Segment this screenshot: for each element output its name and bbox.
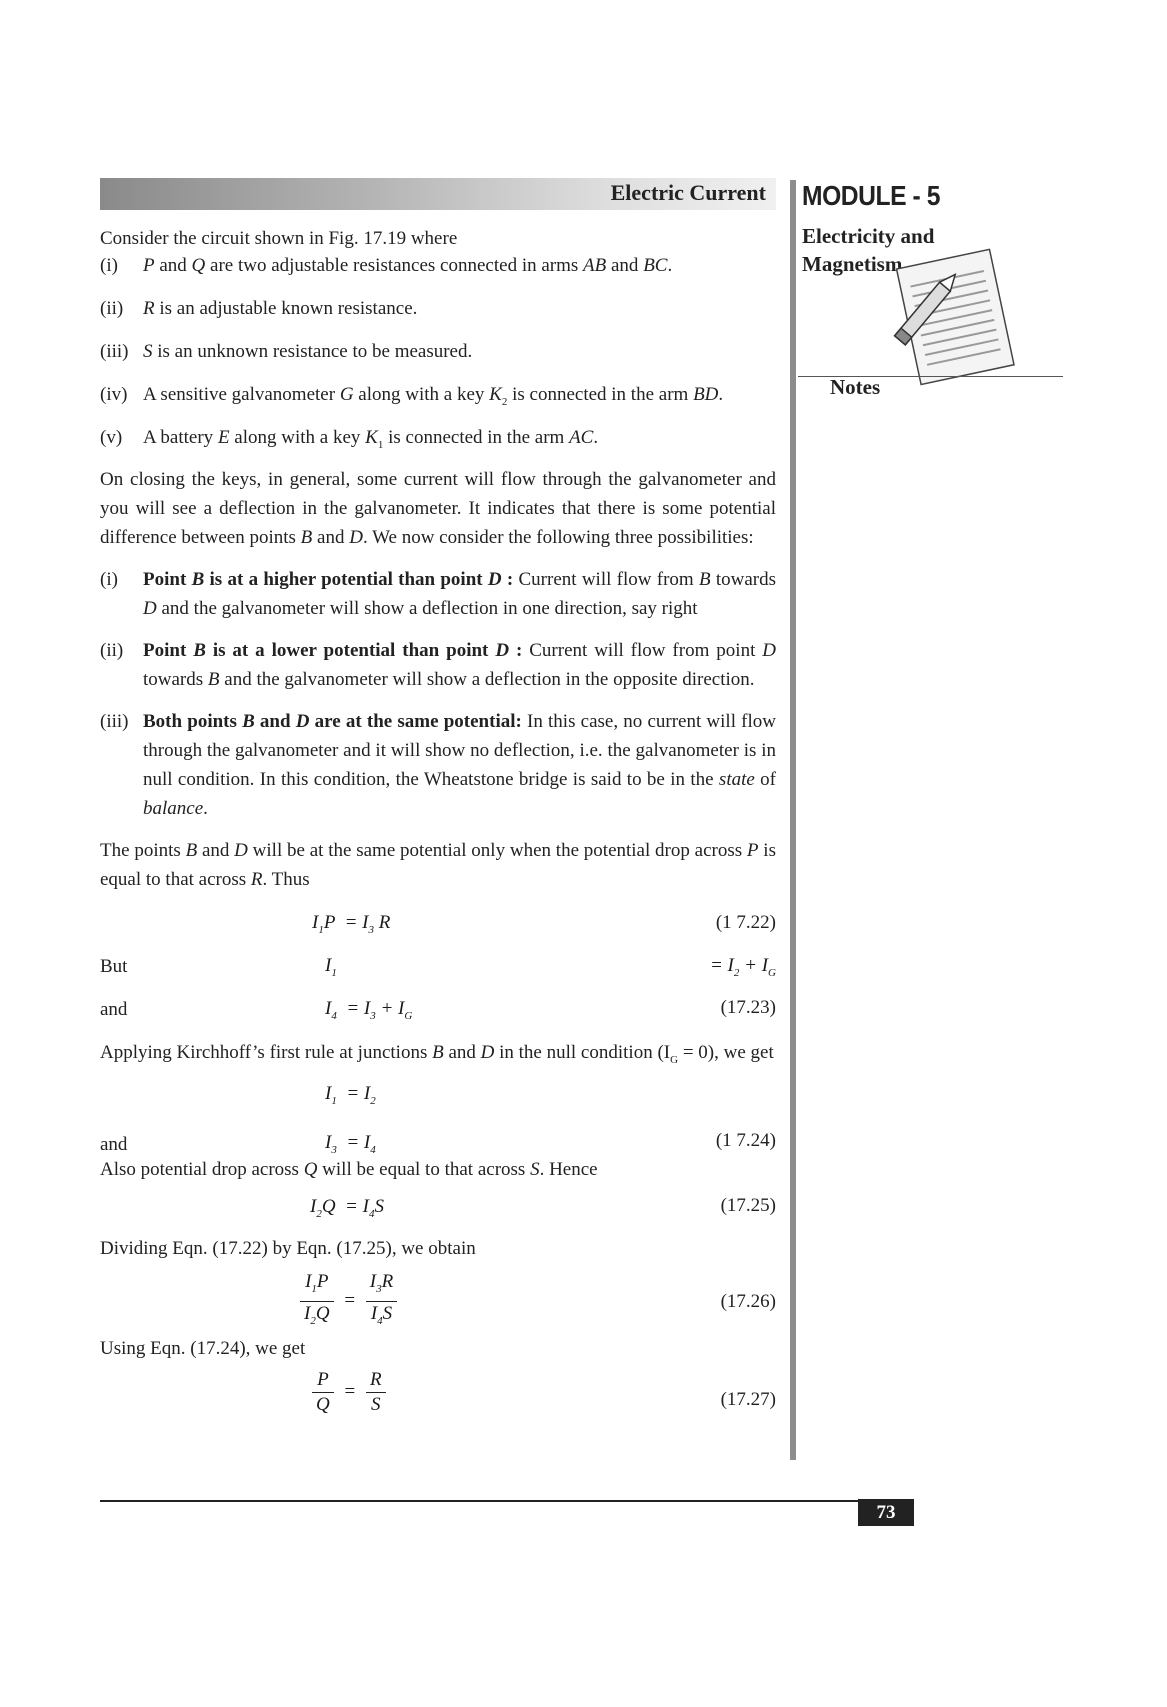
list-text: R is an adjustable known resistance.	[143, 298, 418, 319]
list-item	[100, 423, 776, 460]
list-number: (iv)	[100, 384, 128, 405]
list-number: (ii)	[100, 298, 124, 319]
list-text: P and Q are two adjustable resistances connected in arms AB and BC.	[143, 255, 673, 276]
margin-divider	[790, 180, 796, 1460]
list-text: S is an unknown resistance to be measured.	[143, 341, 473, 362]
paragraph: Using Eqn. (17.24), we get	[100, 1338, 306, 1359]
equation: = $I_2 + I_G$	[709, 955, 776, 979]
paragraph: The points B and D will be at the same potential only when the potential drop across P is equal to that across R. Thus	[100, 840, 776, 890]
footer-rule	[100, 1500, 860, 1502]
label-and: and	[100, 1134, 128, 1155]
fraction: $\frac{R}{S}$	[366, 1368, 386, 1417]
equation: $I_4 = I_3 + I_G$	[325, 998, 413, 1022]
header-bar	[100, 178, 776, 210]
chapter-title: Electric Current	[610, 180, 766, 205]
equation: $I_2Q = I_4S$	[310, 1196, 384, 1220]
list-item	[100, 251, 776, 280]
list-text: A battery E along with a key $K_1$ is connected in the arm AC.	[143, 427, 599, 451]
list-number: (ii)	[100, 640, 124, 661]
list-text: Both points B and D are at the same potential: In this case, no current will flow through the galvanometer and it will show no deflection, i.e. the galvanometer is in null condition. In this condition, the Wheatstone bridge is said to be in the state of balance.	[143, 711, 776, 819]
module-label: MODULE - 5	[802, 180, 940, 211]
list-number: (iii)	[100, 711, 129, 732]
list-item	[100, 565, 776, 623]
paragraph: Dividing Eqn. (17.22) by Eqn. (17.25), we obtain	[100, 1238, 476, 1259]
list-item	[100, 337, 776, 366]
equation: $I_1$	[325, 955, 337, 979]
list-text: Point B is at a lower potential than point D : Current will flow from point D towards B and the galvanometer will show a deflection in the opposite direction.	[143, 640, 777, 690]
equation-number: (1 7.24)	[715, 1130, 776, 1151]
list-text: Point B is at a higher potential than point D : Current will flow from B towards D and the galvanometer will show a deflection in one direction, say right	[143, 569, 777, 619]
paragraph: Also potential drop across Q will be equal to that across S. Hence	[100, 1159, 598, 1180]
equation: $I_3 = I_4$	[325, 1132, 376, 1156]
fraction: $\frac{P}{Q}$	[312, 1368, 334, 1417]
list-item	[100, 636, 776, 694]
paragraph: Applying Kirchhoff’s first rule at junctions B and D in the null condition $(I_G = 0)$, we get	[100, 1042, 774, 1066]
equation-number: (17.27)	[720, 1389, 776, 1410]
list-item	[100, 707, 776, 823]
intro-paragraph: Consider the circuit shown in Fig. 17.19 where	[100, 228, 458, 249]
fraction: $\frac{I_3R}{I_4S}$	[366, 1270, 397, 1333]
equation-number: (17.25)	[720, 1195, 776, 1216]
notes-label: Notes	[830, 375, 881, 399]
subject-line-1: Electricity and	[802, 224, 935, 248]
list-item	[100, 294, 776, 323]
fraction: $\frac{I_1P}{I_2Q}$	[300, 1270, 334, 1333]
list-item	[100, 380, 776, 417]
equation-number: (1 7.22)	[715, 912, 776, 933]
equation: $I_1P = I_3$ R	[312, 912, 391, 936]
page-number: 73	[858, 1499, 914, 1526]
subject-line-2: Magnetism	[802, 252, 903, 276]
equation: $I_1 = I_2$	[325, 1083, 376, 1107]
equation-fraction: $\frac{P}{Q}$ = $\frac{R}{S}$	[312, 1368, 386, 1417]
equation-fraction: $\frac{I_1P}{I_2Q}$ = $\frac{I_3R}{I_4S}$	[300, 1270, 397, 1333]
notepad-pencil-icon	[880, 248, 1030, 393]
list-number: (iii)	[100, 341, 129, 362]
list-number: (i)	[100, 255, 118, 276]
equation-number: (17.26)	[720, 1291, 776, 1312]
paragraph: On closing the keys, in general, some current will flow through the galvanometer and you will see a deflection in the galvanometer. It indicates that there is some potential difference between points B and D. We now consider the following three possibilities:	[100, 469, 776, 548]
list-number: (i)	[100, 569, 118, 590]
label-and: and	[100, 999, 128, 1020]
equation-number: (17.23)	[720, 997, 776, 1018]
label-but: But	[100, 956, 128, 977]
list-number: (v)	[100, 427, 123, 448]
list-text: A sensitive galvanometer G along with a key $K_2$ is connected in the arm BD.	[143, 384, 724, 408]
